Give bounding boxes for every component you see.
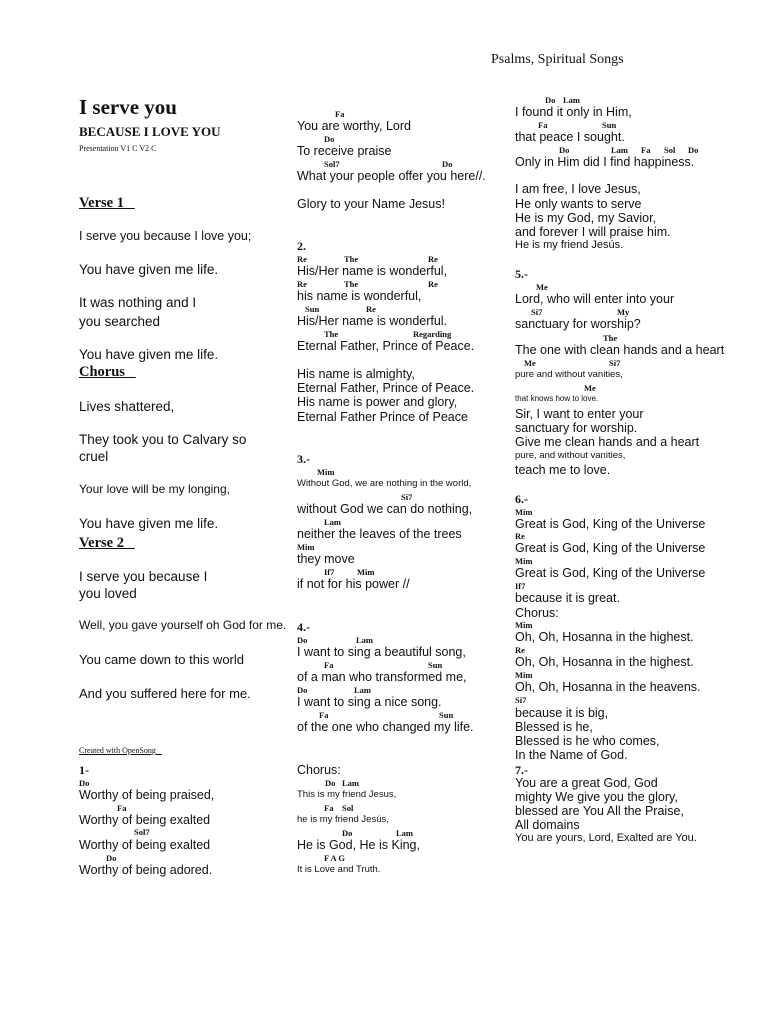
chord: Sol — [342, 803, 354, 813]
chord: Lam — [563, 95, 580, 105]
lyric-line: His/Her name is wonderful, — [297, 264, 448, 278]
chord: Lam — [396, 828, 413, 838]
lyric-line: Without God, we are nothing in the world, — [297, 478, 472, 489]
chord: Re — [428, 254, 438, 264]
lyric-line: because it is big, — [515, 706, 609, 720]
chord: My — [617, 307, 630, 317]
lyric-line: I found it only in Him, — [515, 105, 632, 119]
chord: Re — [515, 645, 525, 655]
section-number: 3.- — [297, 452, 310, 466]
chord: Mim — [297, 542, 315, 552]
page-header: Psalms, Spiritual Songs — [491, 52, 624, 67]
chord: Fa — [117, 803, 127, 813]
section-number: 4.- — [297, 620, 310, 634]
lyric-line: and forever I will praise him. — [515, 225, 671, 239]
song-title: I serve you — [79, 95, 177, 119]
lyric-line: mighty We give you the glory, — [515, 790, 678, 804]
chord: Do — [342, 828, 353, 838]
chord: If7 — [324, 567, 335, 577]
section-number: 1- — [79, 763, 89, 777]
lyric-line: All domains — [515, 818, 580, 832]
lyric-line: This is my friend Jesus, — [297, 789, 397, 800]
lyric-line: Oh, Oh, Hosanna in the highest. — [515, 655, 694, 669]
section-number: 2. — [297, 239, 306, 253]
lyric-line: You are yours, Lord, Exalted are You. — [515, 832, 697, 844]
chord: Do — [324, 134, 335, 144]
lyric-line: of a man who transformed me, — [297, 670, 467, 684]
presentation-order: Presentation V1 C V2 C — [79, 144, 157, 153]
chord: F A G — [324, 853, 345, 863]
chord: Do — [325, 778, 336, 788]
lyric-line: Worthy of being exalted — [79, 813, 211, 827]
chord: Lam — [356, 635, 373, 645]
verse1-line: I serve you because I love you; — [79, 229, 252, 243]
verse2-heading: Verse 2 — [79, 535, 124, 551]
lyric-line: Great is God, King of the Universe — [515, 566, 706, 580]
lyric-line: sanctuary for worship. — [515, 421, 638, 435]
chord: Lam — [354, 685, 371, 695]
lyric-line: of the one who changed my life. — [297, 720, 474, 734]
chord: Mim — [317, 467, 335, 477]
lyric-line: I want to sing a beautiful song, — [297, 645, 466, 659]
lyric-line: pure, and without vanities, — [515, 450, 626, 461]
chorus-heading: Chorus — [79, 364, 125, 380]
chord: Sol7 — [134, 827, 150, 837]
lyric-line: He only wants to serve — [515, 197, 642, 211]
lyric-line: He is God, He is King, — [297, 838, 420, 852]
lyric-line: I want to sing a nice song. — [297, 695, 442, 709]
chord: Fa — [335, 109, 345, 119]
lyric-line: His/Her name is wonderful. — [297, 314, 448, 328]
lyric-line: Eternal Father, Prince of Peace. — [297, 381, 475, 395]
lyric-line: Oh, Oh, Hosanna in the highest. — [515, 630, 694, 644]
section-number: 5.- — [515, 267, 528, 281]
chorus-label: Chorus: — [297, 763, 341, 777]
lyric-line: Oh, Oh, Hosanna in the heavens. — [515, 680, 701, 694]
chord: Do — [545, 95, 556, 105]
lyric-line: Blessed is he, — [515, 720, 593, 734]
lyric-line: Great is God, King of the Universe — [515, 541, 706, 555]
chord: Lam — [324, 517, 341, 527]
chord: Do — [297, 635, 308, 645]
chord: Do — [79, 778, 90, 788]
lyric-line: without God we can do nothing, — [297, 502, 473, 516]
chord: Fa — [641, 145, 651, 155]
section-number: 6.- — [515, 492, 528, 506]
lyric-line: his name is wonderful, — [297, 289, 422, 303]
lyric-line: You are a great God, God — [515, 776, 658, 790]
chord: If7 — [515, 581, 526, 591]
verse2-line: I serve you because I — [79, 569, 208, 584]
chord: Re — [366, 304, 376, 314]
verse2-line: you loved — [79, 586, 137, 601]
chord: Re — [297, 279, 307, 289]
lyric-line: You are worthy, Lord — [297, 119, 411, 133]
song-subtitle: BECAUSE I LOVE YOU — [79, 124, 221, 139]
lyric-line: Chorus: — [515, 606, 559, 620]
chord: Mim — [515, 620, 533, 630]
lyric-line: He is my God, my Savior, — [515, 211, 657, 225]
lyric-line: Eternal Father Prince of Peace — [297, 410, 468, 424]
lyric-line: In the Name of God. — [515, 748, 628, 762]
chord: Do — [688, 145, 699, 155]
verse2-line: Well, you gave yourself oh God for me. — [79, 618, 287, 632]
lyric-line: His name is almighty, — [297, 367, 415, 381]
lyric-line: teach me to love. — [515, 463, 611, 477]
chorus-line: Your love will be my longing, — [79, 482, 230, 496]
chord: The — [324, 329, 339, 339]
verse1-line: You have given me life. — [79, 262, 219, 277]
lyric-line: Blessed is he who comes, — [515, 734, 660, 748]
chord: Fa — [538, 120, 548, 130]
chord: Re — [515, 531, 525, 541]
verse2-line: And you suffered here for me. — [79, 686, 251, 701]
chord: Me — [584, 383, 596, 393]
chorus-line: Lives shattered, — [79, 399, 175, 414]
chord: Sun — [439, 710, 454, 720]
verse1-line: you searched — [79, 314, 161, 329]
lyric-line: He is my friend Jesús. — [515, 239, 624, 251]
chord: Do — [297, 685, 308, 695]
lyric-line: he is my friend Jesús, — [297, 814, 389, 825]
chord: Si7 — [515, 695, 527, 705]
chord: Mim — [515, 507, 533, 517]
lyric-line: Glory to your Name Jesus! — [297, 197, 445, 211]
chord: Do — [559, 145, 570, 155]
chord: Si7 — [531, 307, 543, 317]
section-number: 7.- — [515, 763, 528, 777]
chord: The — [344, 279, 359, 289]
chord: Lam — [342, 778, 359, 788]
chord: Mim — [515, 556, 533, 566]
chord: Fa — [319, 710, 329, 720]
verse1-line: You have given me life. — [79, 347, 219, 362]
lyric-line: Eternal Father, Prince of Peace. — [297, 339, 475, 353]
lyric-line: they move — [297, 552, 355, 566]
chord: Me — [536, 282, 548, 292]
lyric-line: It is Love and Truth. — [297, 864, 381, 875]
chord: Si7 — [609, 358, 621, 368]
lyric-line: Worthy of being exalted — [79, 838, 211, 852]
chord: Mim — [357, 567, 375, 577]
chorus-line: You have given me life. — [79, 516, 219, 531]
chorus-line: They took you to Calvary so — [79, 432, 247, 447]
chord: Re — [428, 279, 438, 289]
lyric-line: What your people offer you here//. — [297, 169, 486, 183]
chord: Sun — [305, 304, 320, 314]
chord: The — [344, 254, 359, 264]
lyric-line: neither the leaves of the trees — [297, 527, 462, 541]
chord: Sol — [664, 145, 676, 155]
lyric-line: sanctuary for worship? — [515, 317, 641, 331]
chord: Fa — [324, 660, 334, 670]
chord: Do — [442, 159, 453, 169]
lyric-line: I am free, I love Jesus, — [515, 182, 641, 196]
chord: Regarding — [413, 329, 452, 339]
chord: Re — [297, 254, 307, 264]
chord: Lam — [611, 145, 628, 155]
lyric-line: if not for his power // — [297, 577, 410, 591]
chord: Do — [106, 853, 117, 863]
lyric-line: Worthy of being adored. — [79, 863, 213, 877]
verse1-line: It was nothing and I — [79, 295, 197, 310]
lyric-line: blessed are You All the Praise, — [515, 804, 684, 818]
lyric-line: His name is power and glory, — [297, 395, 458, 409]
lyric-line: that knows how to love. — [515, 394, 599, 403]
lyric-line: Great is God, King of the Universe — [515, 517, 706, 531]
chord: Me — [524, 358, 536, 368]
chord: Sun — [602, 120, 617, 130]
chord: Sun — [428, 660, 443, 670]
lyric-line: because it is great. — [515, 591, 620, 605]
verse2-line: You came down to this world — [79, 652, 245, 667]
chord: The — [603, 333, 618, 343]
opensong-credit: Created with OpenSong — [79, 746, 156, 755]
chord: Sol7 — [324, 159, 340, 169]
chorus-line: cruel — [79, 449, 109, 464]
chord: Si7 — [401, 492, 413, 502]
lyric-line: that peace I sought. — [515, 130, 625, 144]
lyric-line: Lord, who will enter into your — [515, 292, 675, 306]
lyric-line: Sir, I want to enter your — [515, 407, 644, 421]
lyric-line: Only in Him did I find happiness. — [515, 155, 695, 169]
lyric-line: pure and without vanities, — [515, 369, 623, 380]
lyric-line: Worthy of being praised, — [79, 788, 215, 802]
chord: Mim — [515, 670, 533, 680]
lyric-line: The one with clean hands and a heart — [515, 343, 725, 357]
chord: Fa — [324, 803, 334, 813]
lyric-line: To receive praise — [297, 144, 392, 158]
lyric-line: Give me clean hands and a heart — [515, 435, 700, 449]
verse1-heading: Verse 1 — [79, 195, 124, 211]
